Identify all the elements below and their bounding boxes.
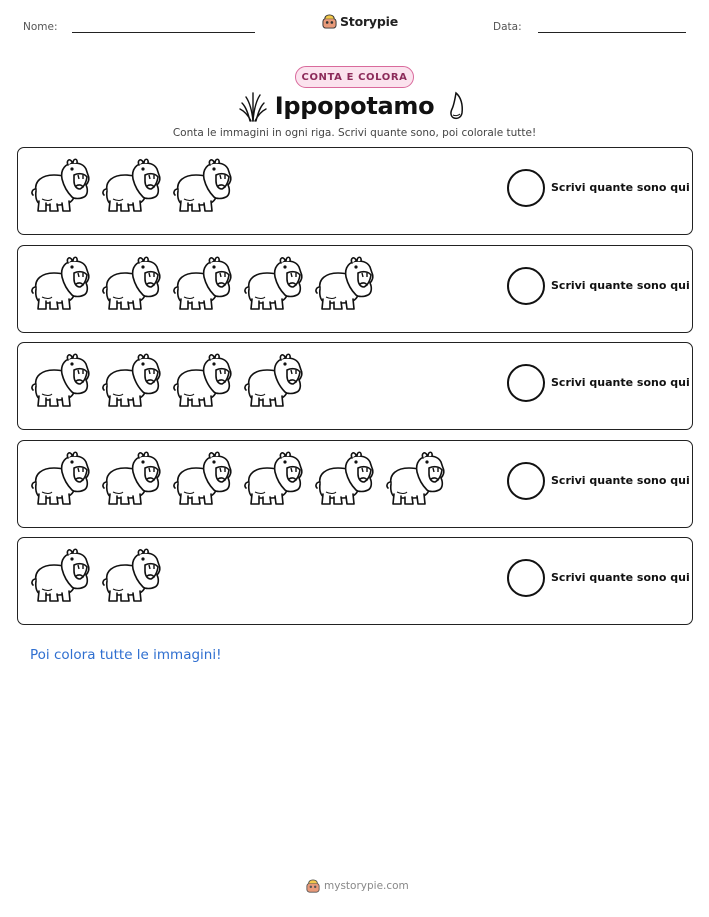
- answer-label: Scrivi quante sono qui: [551, 376, 690, 389]
- count-row: [17, 440, 693, 528]
- name-label: Nome:: [23, 21, 58, 33]
- hippo-icon: [99, 446, 163, 510]
- hippo-icon: [170, 446, 234, 510]
- count-row: [17, 245, 693, 333]
- storypie-logo-icon: [306, 879, 320, 893]
- hippo-icon: [170, 348, 234, 412]
- answer-circle[interactable]: [507, 267, 545, 305]
- worksheet-title: Ippopotamo: [274, 92, 435, 120]
- date-field[interactable]: [538, 32, 686, 33]
- date-label: Data:: [493, 21, 522, 33]
- brand-name: Storypie: [340, 14, 398, 29]
- answer-circle[interactable]: [507, 364, 545, 402]
- hippo-group: [28, 348, 305, 412]
- count-row: [17, 147, 693, 235]
- hippo-group: [28, 446, 447, 510]
- answer-label: Scrivi quante sono qui: [551, 571, 690, 584]
- hippo-icon: [99, 543, 163, 607]
- hippo-icon: [99, 348, 163, 412]
- answer-circle[interactable]: [507, 169, 545, 207]
- brand: [322, 14, 398, 29]
- instructions: Conta le immagini in ogni riga. Scrivi quante sono, poi colorale tutte!: [172, 127, 537, 139]
- footer-note: Poi colora tutte le immagini!: [30, 647, 222, 663]
- storypie-logo-icon: [322, 14, 337, 29]
- count-row: [17, 342, 693, 430]
- count-row: [17, 537, 693, 625]
- hippo-icon: [241, 446, 305, 510]
- hippo-icon: [28, 153, 92, 217]
- hippo-icon: [28, 348, 92, 412]
- answer-circle[interactable]: [507, 462, 545, 500]
- tusk-icon: [447, 91, 465, 121]
- name-field[interactable]: [72, 32, 255, 33]
- hippo-icon: [170, 153, 234, 217]
- hippo-icon: [28, 543, 92, 607]
- hippo-icon: [312, 251, 376, 315]
- hippo-icon: [28, 446, 92, 510]
- hippo-group: [28, 251, 376, 315]
- answer-label: Scrivi quante sono qui: [551, 181, 690, 194]
- answer-circle[interactable]: [507, 559, 545, 597]
- answer-label: Scrivi quante sono qui: [551, 279, 690, 292]
- hippo-icon: [99, 251, 163, 315]
- title-row: [0, 88, 709, 128]
- category-badge: CONTA E COLORA: [295, 66, 414, 88]
- hippo-icon: [99, 153, 163, 217]
- footer-site[interactable]: mystorypie.com: [324, 880, 409, 892]
- hippo-icon: [241, 251, 305, 315]
- hippo-icon: [170, 251, 234, 315]
- hippo-icon: [241, 348, 305, 412]
- hippo-icon: [312, 446, 376, 510]
- hippo-group: [28, 153, 234, 217]
- site-footer: [306, 879, 409, 893]
- answer-label: Scrivi quante sono qui: [551, 474, 690, 487]
- hippo-group: [28, 543, 163, 607]
- hippo-icon: [28, 251, 92, 315]
- hippo-icon: [383, 446, 447, 510]
- worksheet-header: [0, 0, 709, 50]
